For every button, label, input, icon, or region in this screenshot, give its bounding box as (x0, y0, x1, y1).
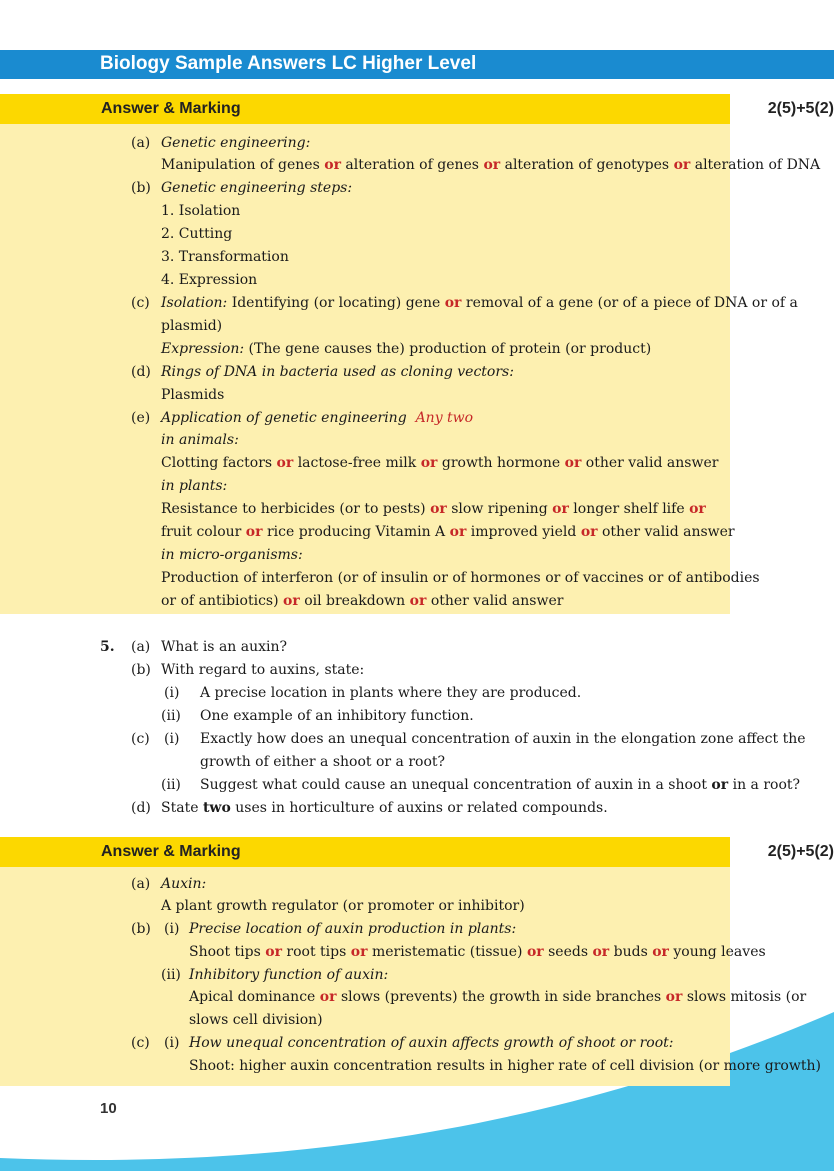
step-item: 4. Expression (161, 272, 258, 288)
heading-auxin-location: Precise location of auxin production in plants: (189, 921, 517, 937)
answer-line: or of antibiotics) or oil breakdown or other valid answer (161, 593, 564, 609)
subheading-plants: in plants: (161, 478, 228, 494)
label-i: (i) (164, 685, 180, 701)
label-i: (i) (164, 1035, 180, 1051)
answer-line: Resistance to herbicides (or to pests) or slow ripening or longer shelf life or (161, 501, 706, 517)
answer-line: A plant growth regulator (or promoter or inhibitor) (161, 898, 525, 914)
label-i: (i) (164, 731, 180, 747)
page-number: 10 (100, 1100, 117, 1117)
question-number: 5. (100, 639, 115, 655)
answer-marking-label: Answer & Marking (101, 100, 241, 117)
label-b: (b) (131, 662, 151, 678)
question-text: A precise location in plants where they are produced. (200, 685, 582, 701)
answer-line: Clotting factors or lactose-free milk or growth hormone or other valid answer (161, 455, 719, 471)
step-item: 1. Isolation (161, 203, 241, 219)
label-ii: (ii) (161, 967, 181, 983)
label-b: (b) (131, 180, 151, 196)
answer-line: Expression: (The gene causes the) production of protein (or product) (161, 341, 652, 357)
answer-line: slows cell division) (189, 1012, 323, 1028)
answer-line: Shoot: higher auxin concentration results in higher rate of cell division (or more growth) (189, 1058, 821, 1074)
label-c: (c) (131, 1035, 150, 1051)
answer-line: Shoot tips or root tips or meristematic (tissue) or seeds or buds or young leaves (189, 944, 766, 960)
answer-line: fruit colour or rice producing Vitamin A or improved yield or other valid answer (161, 524, 735, 540)
question-text: With regard to auxins, state: (161, 662, 365, 678)
label-d: (d) (131, 800, 151, 816)
label-c: (c) (131, 295, 150, 311)
label-b: (b) (131, 921, 151, 937)
answer-line: Plasmids (161, 387, 225, 403)
answer-line: plasmid) (161, 318, 223, 334)
heading-inhibitory-function: Inhibitory function of auxin: (189, 967, 389, 983)
question-text: One example of an inhibitory function. (200, 708, 474, 724)
label-i: (i) (164, 921, 180, 937)
page-header-title: Biology Sample Answers LC Higher Level (100, 53, 477, 74)
answer-marking-label: Answer & Marking (101, 843, 241, 860)
heading-applications: Application of genetic engineering Any two (161, 410, 474, 426)
question-text: Exactly how does an unequal concentration of auxin in the elongation zone affect the (200, 731, 806, 747)
question-text: What is an auxin? (161, 639, 288, 655)
answer-line: Isolation: Identifying (or locating) gene or removal of a gene (or of a piece of DNA or of a (161, 295, 798, 311)
heading-auxin: Auxin: (161, 876, 207, 892)
step-item: 2. Cutting (161, 226, 233, 242)
answer-line: Apical dominance or slows (prevents) the growth in side branches or slows mitosis (or (189, 989, 807, 1005)
heading-genetic-engineering: Genetic engineering: (161, 135, 311, 151)
question-text: growth of either a shoot or a root? (200, 754, 446, 770)
label-e: (e) (131, 410, 151, 426)
heading-steps: Genetic engineering steps: (161, 180, 353, 196)
marks-label: 2(5)+5(2) (767, 843, 834, 860)
answer-line: Manipulation of genes or alteration of genes or alteration of genotypes or alteration of DNA (161, 157, 821, 173)
label-c: (c) (131, 731, 150, 747)
subheading-micro-organisms: in micro-organisms: (161, 547, 303, 563)
question-text: State two uses in horticulture of auxins or related compounds. (161, 800, 608, 816)
answer-line: Production of interferon (or of insulin or of hormones or of vaccines or of antibodies (161, 570, 760, 586)
marks-label: 2(5)+5(2) (767, 100, 834, 117)
label-a: (a) (131, 639, 151, 655)
label-ii: (ii) (161, 777, 181, 793)
question-text: Suggest what could cause an unequal concentration of auxin in a shoot or in a root? (200, 777, 801, 793)
heading-cloning-vectors: Rings of DNA in bacteria used as cloning vectors: (161, 364, 514, 380)
label-a: (a) (131, 876, 151, 892)
label-ii: (ii) (161, 708, 181, 724)
label-d: (d) (131, 364, 151, 380)
step-item: 3. Transformation (161, 249, 289, 265)
heading-unequal-auxin: How unequal concentration of auxin affects growth of shoot or root: (189, 1035, 674, 1051)
subheading-animals: in animals: (161, 432, 239, 448)
label-a: (a) (131, 135, 151, 151)
